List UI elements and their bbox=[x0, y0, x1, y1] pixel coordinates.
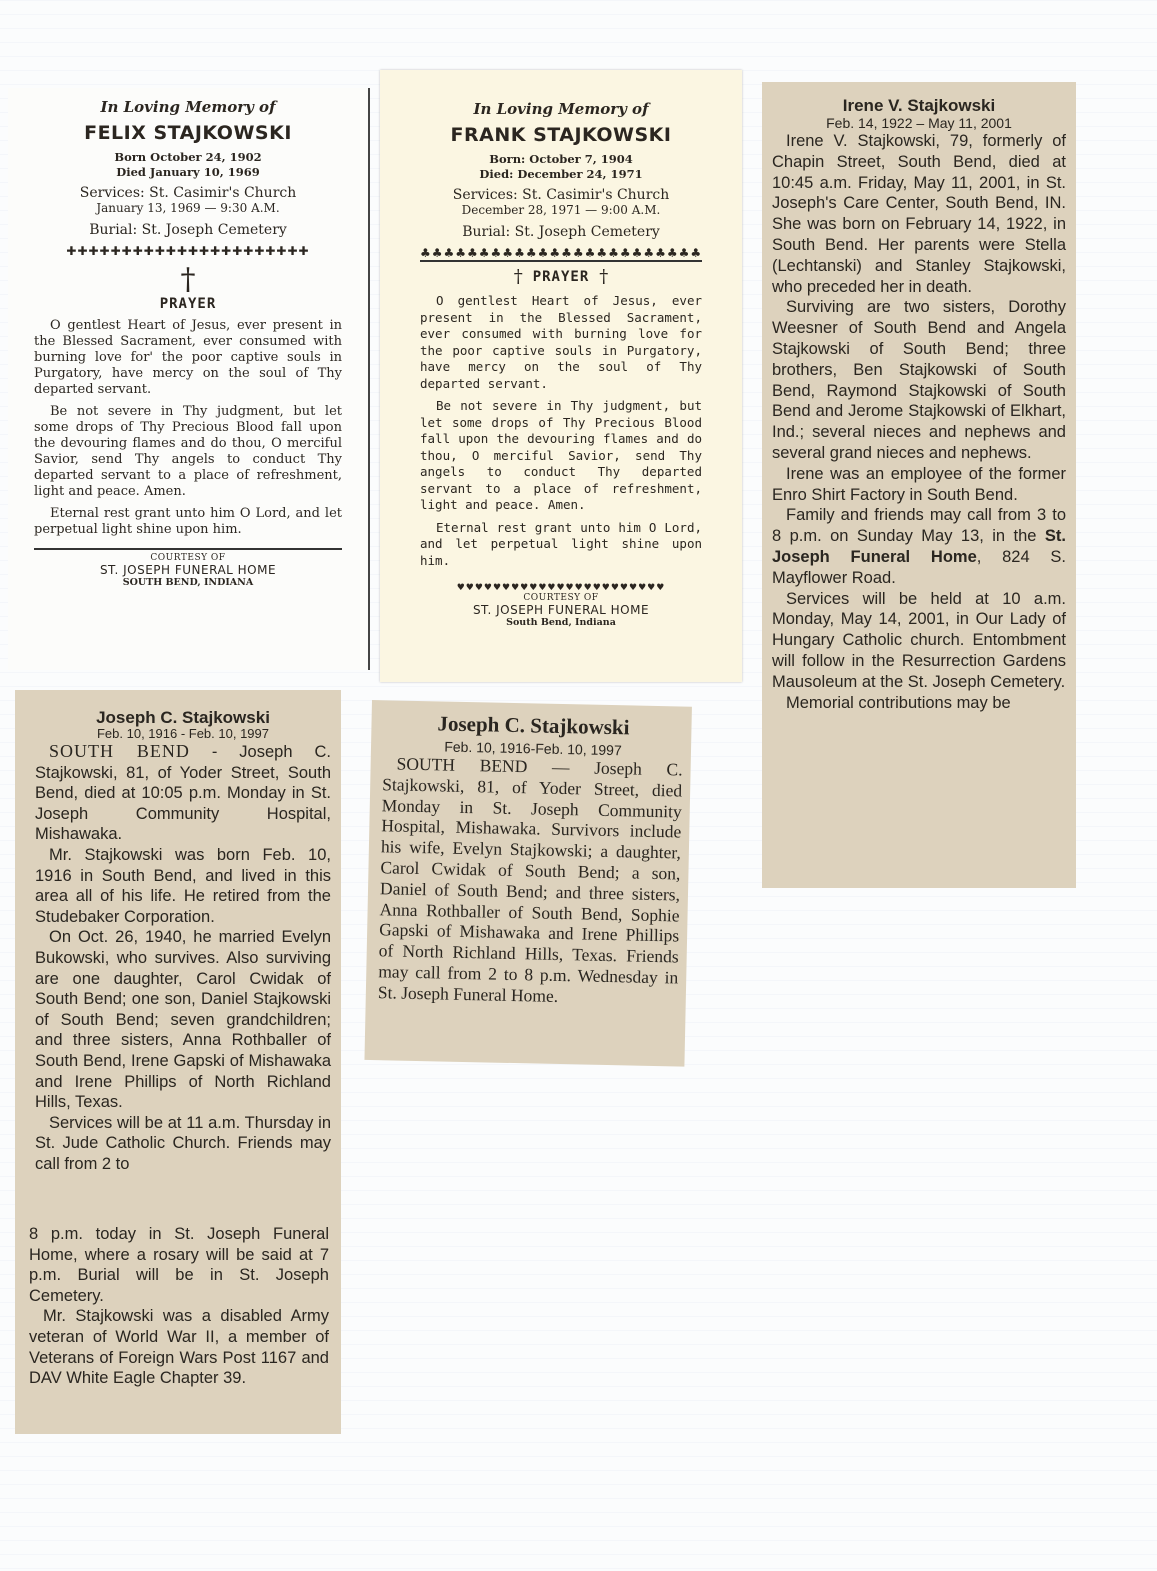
obituary-paragraph bbox=[772, 505, 1066, 588]
obituary-dates: Feb. 10, 1916-Feb. 10, 1997 bbox=[444, 738, 622, 759]
obituary-paragraph: Irene V. Stajkowski, 79, formerly of Chapin Street, South Bend, died at 10:45 a.m. Friday, May 11, 2001, in St. Joseph's Care Center, South Bend, IN. She was born on February 14, 1922, in South Bend. Her parents were Stella (Lechtanski) and Stanley Stajkowski, who preceded her in death. bbox=[772, 132, 1066, 296]
services-line: Services: St. Casimir's Church bbox=[79, 185, 297, 201]
death-date: Died January 10, 1969 bbox=[116, 165, 260, 179]
obituary-paragraph: On Oct. 26, 1940, he married Evelyn Bukowski, who survives. Also surviving are one daughter, Carol Cwidak of South Bend; one son, Daniel Stajkowski of South Bend; seven grandchildren; and three sisters, Anna Rothballer of South Bend, Irene Gapski of Mishawaka and Irene Phillips of North Richland Hills, Texas. bbox=[35, 928, 331, 1112]
cross-icon: † bbox=[513, 266, 523, 287]
card-heading: In Loving Memory of bbox=[473, 100, 649, 118]
obituary-dates: Feb. 10, 1916 - Feb. 10, 1997 bbox=[96, 726, 269, 741]
deceased-name: FELIX STAJKOWSKI bbox=[84, 122, 292, 144]
dateline: SOUTH BEND bbox=[49, 741, 190, 761]
prayer-title: PRAYER bbox=[532, 268, 590, 285]
obituary-paragraph: Memorial contributions may be bbox=[786, 693, 1011, 712]
irene-obituary-clipping bbox=[762, 82, 1076, 888]
funeral-home-name: ST. JOSEPH FUNERAL HOME bbox=[99, 563, 277, 577]
funeral-home-name: ST. JOSEPH FUNERAL HOME bbox=[472, 603, 650, 617]
courtesy-label: COURTESY OF bbox=[150, 553, 226, 563]
obituary-paragraph: Mr. Stajkowski was a disabled Army veteran of World War II, a member of Veterans of Foreign Wars Post 1167 and DAV White Eagle Chapter 39. bbox=[29, 1307, 329, 1388]
deceased-name: FRANK STAJKOWSKI bbox=[450, 124, 672, 146]
birth-date: Born October 24, 1902 bbox=[114, 150, 262, 164]
service-date: January 13, 1969 — 9:30 A.M. bbox=[96, 201, 280, 215]
courtesy-label: COURTESY OF bbox=[523, 593, 599, 603]
obituary-paragraph bbox=[35, 741, 331, 845]
prayer-paragraph: Eternal rest grant unto him O Lord, and let perpetual light shine upon him. bbox=[34, 506, 342, 537]
obituary-title: Irene V. Stajkowski bbox=[842, 96, 996, 115]
prayer-paragraph: O gentlest Heart of Jesus, ever present in the Blessed Sacrament, ever consumed with burning love for' the poor captive souls in Purgatory, have mercy on the soul of Thy departed servant. bbox=[34, 318, 342, 397]
ornament-row: ✚✚✚✚✚✚✚✚✚✚✚✚✚✚✚✚✚✚✚✚✚✚ bbox=[66, 244, 310, 258]
obituary-paragraph: SOUTH BEND — Joseph C. Stajkowski, 81, of Yoder Street, died Monday in St. Joseph Community Hospital, Mishawaka. Survivors include his wife, Evelyn Stajkowski; a daughter, Carol Cwidak of South Bend; a son, Daniel of South Bend; and three sisters, Anna Rothballer of South Bend, Sophie Gapski of Mishawaka and Irene Phillips of North Richland Hills, Texas. Friends may call from 2 to 8 p.m. Wednesday in St. Joseph Funeral Home. bbox=[377, 753, 683, 1006]
prayer-paragraph: Be not severe in Thy judgment, but let some drops of Thy Precious Blood fall upon the devouring flames and do thou, O merciful Savior, send Thy angels to conduct Thy departed servant to a place of refreshment, light and peace. Amen. bbox=[34, 404, 342, 499]
prayer-heading bbox=[420, 266, 702, 287]
funeral-home-city: SOUTH BEND, INDIANA bbox=[122, 577, 254, 588]
services-line: Services: St. Casimir's Church bbox=[452, 187, 670, 203]
paragraph-text: - Joseph C. Stajkowski, 81, of Yoder Street, South Bend, died at 10:05 p.m. Monday in St. Joseph Community Hospital, Mishawaka. bbox=[35, 743, 331, 844]
obituary-dates: Feb. 14, 1922 – May 11, 2001 bbox=[826, 115, 1012, 131]
obituary-paragraph: Mr. Stajkowski was born Feb. 10, 1916 in South Bend, and lived in this area all of his life. He retired from the Studebaker Corporation. bbox=[35, 845, 331, 926]
ornament-row: ♣♣♣♣♣♣♣♣♣♣♣♣♣♣♣♣♣♣♣♣♣♣♣♣ bbox=[420, 246, 702, 260]
cross-icon: † bbox=[180, 262, 196, 297]
ornament-row: ♥♥♥♥♥♥♥♥♥♥♥♥♥♥♥♥♥♥♥♥♥♥♥ bbox=[456, 583, 666, 593]
prayer-title: PRAYER bbox=[159, 296, 217, 312]
joseph-obituary-clipping bbox=[15, 690, 341, 1210]
funeral-home-city: South Bend, Indiana bbox=[506, 617, 616, 628]
joseph-obituary-clipping-short bbox=[364, 700, 691, 1067]
card-heading: In Loving Memory of bbox=[100, 98, 276, 116]
burial-line: Burial: St. Joseph Cemetery bbox=[462, 224, 660, 240]
divider bbox=[34, 548, 342, 550]
obituary-paragraph: 8 p.m. today in St. Joseph Funeral Home, where a rosary will be said at 7 p.m. Burial will be in St. Joseph Cemetery. bbox=[29, 1225, 329, 1305]
frank-memorial-card bbox=[380, 70, 742, 682]
prayer-paragraph: O gentlest Heart of Jesus, ever present in the Blessed Sacrament, ever consumed with burning love for the poor captive souls in Purgatory, have mercy on the soul of Thy departed servant. bbox=[420, 293, 702, 391]
prayer-paragraph: Eternal rest grant unto him O Lord, and let perpetual light shine upon him. bbox=[420, 519, 702, 568]
funeral-home-name: St. Joseph Funeral Home bbox=[772, 527, 1066, 566]
paragraph-text: , 824 S. Mayflower Road. bbox=[772, 547, 1066, 587]
birth-date: Born: October 7, 1904 bbox=[489, 152, 633, 166]
burial-line: Burial: St. Joseph Cemetery bbox=[89, 222, 287, 238]
paragraph-text: Family and friends may call from 3 to 8 p.m. on Sunday May 13, in the bbox=[772, 506, 1066, 546]
obituary-paragraph: Services will be held at 10 a.m. Monday, May 14, 2001, in Our Lady of Hungary Catholic church. Entombment will follow in the Resurrection Gardens Mausoleum at the St. Joseph Cemetery. bbox=[772, 589, 1066, 691]
death-date: Died: December 24, 1971 bbox=[479, 167, 643, 181]
obituary-paragraph: Services will be at 11 a.m. Thursday in St. Jude Catholic Church. Friends may call from 2 to bbox=[35, 1113, 331, 1173]
felix-memorial-card bbox=[8, 88, 370, 670]
obituary-paragraph: Irene was an employee of the former Enro Shirt Factory in South Bend. bbox=[772, 464, 1066, 504]
service-date: December 28, 1971 — 9:00 A.M. bbox=[461, 203, 661, 217]
obituary-title: Joseph C. Stajkowski bbox=[437, 711, 630, 740]
cross-icon: † bbox=[599, 266, 609, 287]
prayer-paragraph: Be not severe in Thy judgment, but let some drops of Thy Precious Blood fall upon the devouring flames and do thou, O merciful Savior, send Thy angels to conduct Thy departed servant to a place of refreshment, light and peace. Amen. bbox=[420, 398, 702, 512]
obituary-title: Joseph C. Stajkowski bbox=[96, 708, 270, 727]
joseph-obituary-clipping-continued bbox=[15, 1208, 341, 1434]
obituary-paragraph: Surviving are two sisters, Dorothy Weesner of South Bend and Angela Stajkowski of South Bend; three brothers, Ben Stajkowski of South Bend, Raymond Stajkowski of South Bend and Jerome Stajkowski of Elkhart, Ind.; several nieces and nephews and several grand nieces and nephews. bbox=[772, 298, 1066, 462]
